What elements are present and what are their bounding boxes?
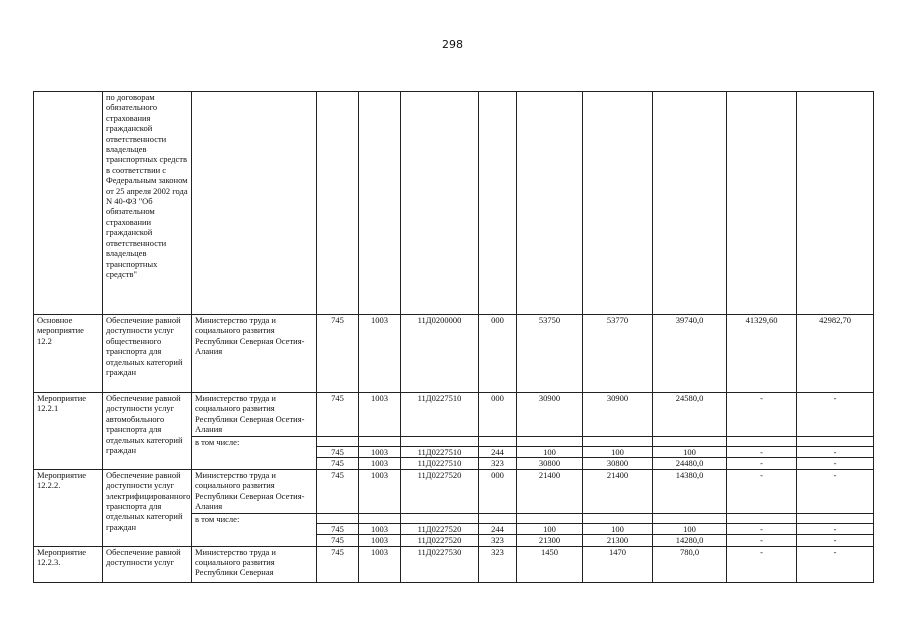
executor-sub-cell: в том числе: (192, 437, 317, 470)
expense-type-cell: 000 (479, 469, 517, 513)
target-article-cell: 11Д0227530 (401, 546, 479, 582)
executor-cell: Министерство труда и социального развития Республики Северная Осетия-Алания (192, 469, 317, 513)
event-label-cell: Основное мероприятие 12.2 (34, 315, 103, 393)
event-label-cell: Мероприятие 12.2.2. (34, 469, 103, 546)
executor-sub-cell: в том числе: (192, 513, 317, 546)
amount-cell: 14380,0 (653, 469, 727, 513)
grbs-cell: 745 (317, 393, 359, 437)
amount-cell: 21300 (517, 535, 583, 546)
expense-type-cell: 323 (479, 458, 517, 469)
table-body (34, 92, 874, 583)
amount-cell: 100 (583, 447, 653, 458)
section-cell: 1003 (359, 469, 401, 513)
grbs-cell: 745 (317, 535, 359, 546)
executor-cell (192, 92, 317, 315)
amount-cell: - (727, 523, 797, 534)
executor-cell: Министерство труда и социального развития Республики Северная Осетия-Алания (192, 315, 317, 393)
amount-cell: 100 (653, 447, 727, 458)
grbs-cell: 745 (317, 315, 359, 393)
amount-cell: 14280,0 (653, 535, 727, 546)
event-label-cell: Мероприятие 12.2.3. (34, 546, 103, 582)
amount-cell: 39740,0 (653, 315, 727, 393)
section-cell: 1003 (359, 447, 401, 458)
amount-cell: - (797, 393, 874, 437)
amount-cell: 30800 (583, 458, 653, 469)
target-article-cell: 11Д0200000 (401, 315, 479, 393)
event-label-cell (34, 92, 103, 315)
grbs-cell: 745 (317, 523, 359, 534)
table-row (34, 469, 874, 513)
amount-cell: 30900 (583, 393, 653, 437)
event-description-cell: по договорам обязательного страхования гражданской ответственности владельцев транспортных средств в соответствии с Федеральным законом от 25 апреля 2002 года N 40-ФЗ "Об обязательном страховании гражданской ответственности владельцев транспортных средств" (103, 92, 192, 315)
target-article-cell: 11Д0227510 (401, 393, 479, 437)
target-article-cell: 11Д0227520 (401, 535, 479, 546)
amount-cell: - (797, 469, 874, 513)
event-description-cell: Обеспечение равной доступности услуг электрифицированного транспорта для отдельных категорий граждан (103, 469, 192, 546)
table-row (34, 315, 874, 393)
amount-cell: 100 (517, 523, 583, 534)
amount-cell: 21300 (583, 535, 653, 546)
amount-cell: 41329,60 (727, 315, 797, 393)
amount-cell: - (727, 393, 797, 437)
amount-cell: - (797, 447, 874, 458)
event-label-cell: Мероприятие 12.2.1 (34, 393, 103, 470)
section-cell: 1003 (359, 315, 401, 393)
amount-cell: 100 (583, 523, 653, 534)
section-cell: 1003 (359, 535, 401, 546)
amount-cell: 21400 (583, 469, 653, 513)
amount-cell: 780,0 (653, 546, 727, 582)
event-description-cell: Обеспечение равной доступности услуг (103, 546, 192, 582)
section-cell: 1003 (359, 523, 401, 534)
expense-type-cell: 244 (479, 523, 517, 534)
table-row (34, 92, 874, 315)
section-cell: 1003 (359, 458, 401, 469)
expense-type-cell: 000 (479, 315, 517, 393)
section-cell: 1003 (359, 546, 401, 582)
amount-cell: - (797, 458, 874, 469)
grbs-cell: 745 (317, 469, 359, 513)
event-description-cell: Обеспечение равной доступности услуг общественного транспорта для отдельных категорий граждан (103, 315, 192, 393)
budget-table (33, 91, 874, 583)
amount-cell: 100 (653, 523, 727, 534)
amount-cell: - (797, 535, 874, 546)
amount-cell: 30800 (517, 458, 583, 469)
executor-cell: Министерство труда и социального развития Республики Северная Осетия-Алания (192, 393, 317, 437)
amount-cell: 53750 (517, 315, 583, 393)
amount-cell: 24580,0 (653, 393, 727, 437)
amount-cell: 21400 (517, 469, 583, 513)
amount-cell: 53770 (583, 315, 653, 393)
expense-type-cell: 000 (479, 393, 517, 437)
expense-type-cell: 244 (479, 447, 517, 458)
amount-cell: 30900 (517, 393, 583, 437)
target-article-cell: 11Д0227510 (401, 458, 479, 469)
table-row (34, 393, 874, 437)
amount-cell: - (797, 523, 874, 534)
page-number: 298 (442, 38, 463, 51)
amount-cell: - (797, 546, 874, 582)
amount-cell: 42982,70 (797, 315, 874, 393)
target-article-cell: 11Д0227520 (401, 469, 479, 513)
grbs-cell: 745 (317, 447, 359, 458)
amount-cell: - (727, 447, 797, 458)
section-cell: 1003 (359, 393, 401, 437)
expense-type-cell: 323 (479, 535, 517, 546)
amount-cell: 1450 (517, 546, 583, 582)
amount-cell: - (727, 458, 797, 469)
amount-cell: 100 (517, 447, 583, 458)
grbs-cell: 745 (317, 546, 359, 582)
amount-cell: - (727, 469, 797, 513)
amount-cell: - (727, 535, 797, 546)
amount-cell: 24480,0 (653, 458, 727, 469)
grbs-cell: 745 (317, 458, 359, 469)
event-description-cell: Обеспечение равной доступности услуг автомобильного транспорта для отдельных категорий граждан (103, 393, 192, 470)
target-article-cell: 11Д0227520 (401, 523, 479, 534)
amount-cell: 1470 (583, 546, 653, 582)
table-row (34, 546, 874, 582)
executor-cell: Министерство труда и социального развития Республики Северная (192, 546, 317, 582)
target-article-cell: 11Д0227510 (401, 447, 479, 458)
expense-type-cell: 323 (479, 546, 517, 582)
amount-cell: - (727, 546, 797, 582)
